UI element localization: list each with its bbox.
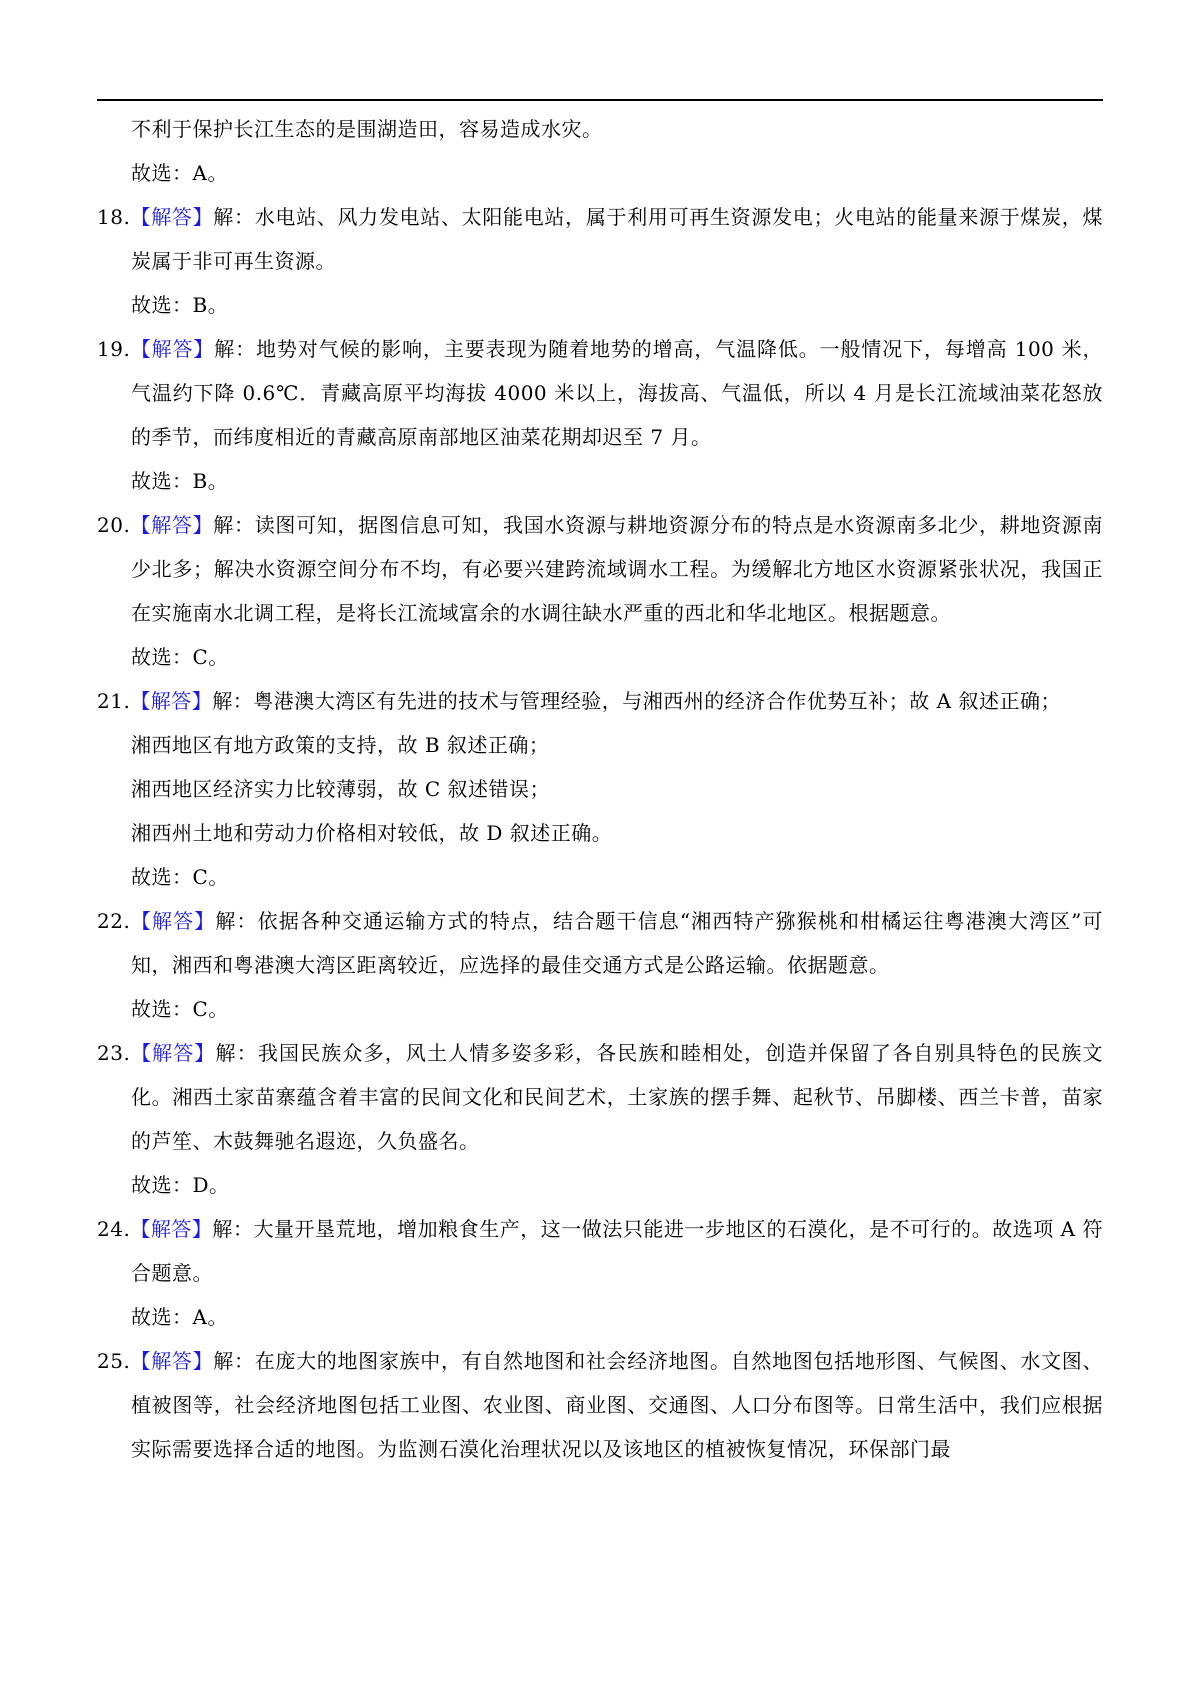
answer-label: 【解答】 — [130, 689, 213, 713]
answer-item — [97, 899, 1103, 1031]
answer-line: 故选：A。 — [131, 1305, 228, 1329]
partial-answer-block — [97, 107, 1103, 195]
answer-line: 故选：B。 — [131, 469, 229, 493]
answer-item — [97, 1207, 1103, 1339]
answer-label: 【解答】 — [130, 205, 214, 229]
item-number: 20. — [97, 513, 131, 537]
paragraph-text: 解：依据各种交通运输方式的特点，结合题干信息“湘西特产猕猴桃和柑橘运往粤港澳大湾区”可知，湘西和粤港澳大湾区距离较近，应选择的最佳交通方式是公路运输。依据题意。 — [131, 909, 1104, 977]
paragraph: 不利于保护长江生态的是围湖造田，容易造成水灾。 — [131, 117, 603, 141]
answer-first-paragraph — [97, 899, 1103, 987]
answer-item — [97, 327, 1103, 503]
item-number: 19. — [97, 337, 131, 361]
answer-item — [97, 1339, 1103, 1471]
answer-label: 【解答】 — [130, 1349, 214, 1373]
answer-line: 故选：C。 — [131, 645, 229, 669]
answer-first-paragraph — [97, 327, 1103, 459]
paragraph-text: 解：粤港澳大湾区有先进的技术与管理经验，与湘西州的经济合作优势互补；故 A 叙述正确； — [212, 689, 1061, 713]
answer-line: 故选：C。 — [131, 997, 229, 1021]
answer-label: 【解答】 — [130, 1217, 213, 1241]
answer-item — [97, 195, 1103, 327]
answer-first-paragraph — [97, 503, 1103, 635]
answer-first-paragraph — [97, 1339, 1103, 1471]
answer-label: 【解答】 — [130, 1041, 216, 1065]
paragraph: 湘西地区有地方政策的支持，故 B 叙述正确； — [131, 733, 550, 757]
paragraph-text: 解：大量开垦荒地，增加粮食生产，这一做法只能进一步地区的石漠化，是不可行的。故选项 A 符合题意。 — [131, 1217, 1103, 1285]
item-number: 25. — [97, 1349, 131, 1373]
item-number: 24. — [97, 1217, 131, 1241]
paragraph-text: 解：读图可知，据图信息可知，我国水资源与耕地资源分布的特点是水资源南多北少，耕地资源南少北多；解决水资源空间分布不均，有必要兴建跨流域调水工程。为缓解北方地区水资源紧张状况，我国正在实施南水北调工程，是将长江流域富余的水调往缺水严重的西北和华北地区。根据题意。 — [131, 513, 1104, 625]
answer-first-paragraph — [97, 1031, 1103, 1163]
answer-item — [97, 679, 1103, 899]
answer-line: 故选：C。 — [131, 865, 229, 889]
paragraph-text: 解：在庞大的地图家族中，有自然地图和社会经济地图。自然地图包括地形图、气候图、水文图、植被图等，社会经济地图包括工业图、农业图、商业图、交通图、人口分布图等。日常生活中，我们应根据实际需要选择合适的地图。为监测石漠化治理状况以及该地区的植被恢复情况，环保部门最 — [131, 1349, 1104, 1461]
answer-first-paragraph — [97, 1207, 1103, 1295]
answer-items — [97, 195, 1103, 1471]
paragraph-text: 解：水电站、风力发电站、太阳能电站，属于利用可再生资源发电；火电站的能量来源于煤炭，煤炭属于非可再生资源。 — [131, 205, 1104, 273]
paragraph-text: 解：我国民族众多，风土人情多姿多彩，各民族和睦相处，创造并保留了各自别具特色的民族文化。湘西土家苗寨蕴含着丰富的民间文化和民间艺术，土家族的摆手舞、起秋节、吊脚楼、西兰卡普，苗家的芦笙、木鼓舞驰名遐迩，久负盛名。 — [131, 1041, 1104, 1153]
answer-line: 故选：B。 — [131, 293, 229, 317]
answer-item — [97, 503, 1103, 679]
item-number: 18. — [97, 205, 131, 229]
answer-label: 【解答】 — [130, 337, 215, 361]
answer-first-paragraph — [97, 195, 1103, 283]
answer-item — [97, 1031, 1103, 1207]
answer-line: 故选：D。 — [131, 1173, 230, 1197]
item-number: 23. — [97, 1041, 131, 1065]
answer-line: 故选：A。 — [131, 161, 228, 185]
paragraph: 湘西州土地和劳动力价格相对较低，故 D 叙述正确。 — [131, 821, 613, 845]
item-number: 21. — [97, 689, 131, 713]
answer-first-paragraph — [97, 679, 1103, 723]
paragraph-text: 解：地势对气候的影响，主要表现为随着地势的增高，气温降低。一般情况下，每增高 100 米，气温约下降 0.6℃．青藏高原平均海拔 4000 米以上，海拔高、气温低，所以 4 月是长江流域油菜花怒放的季节，而纬度相近的青藏高原南部地区油菜花期却迟至 7 月。 — [131, 337, 1104, 449]
answer-label: 【解答】 — [130, 909, 216, 933]
answer-label: 【解答】 — [130, 513, 214, 537]
top-divider — [97, 99, 1103, 101]
paragraph: 湘西地区经济实力比较薄弱，故 C 叙述错误； — [131, 777, 551, 801]
item-number: 22. — [97, 909, 131, 933]
